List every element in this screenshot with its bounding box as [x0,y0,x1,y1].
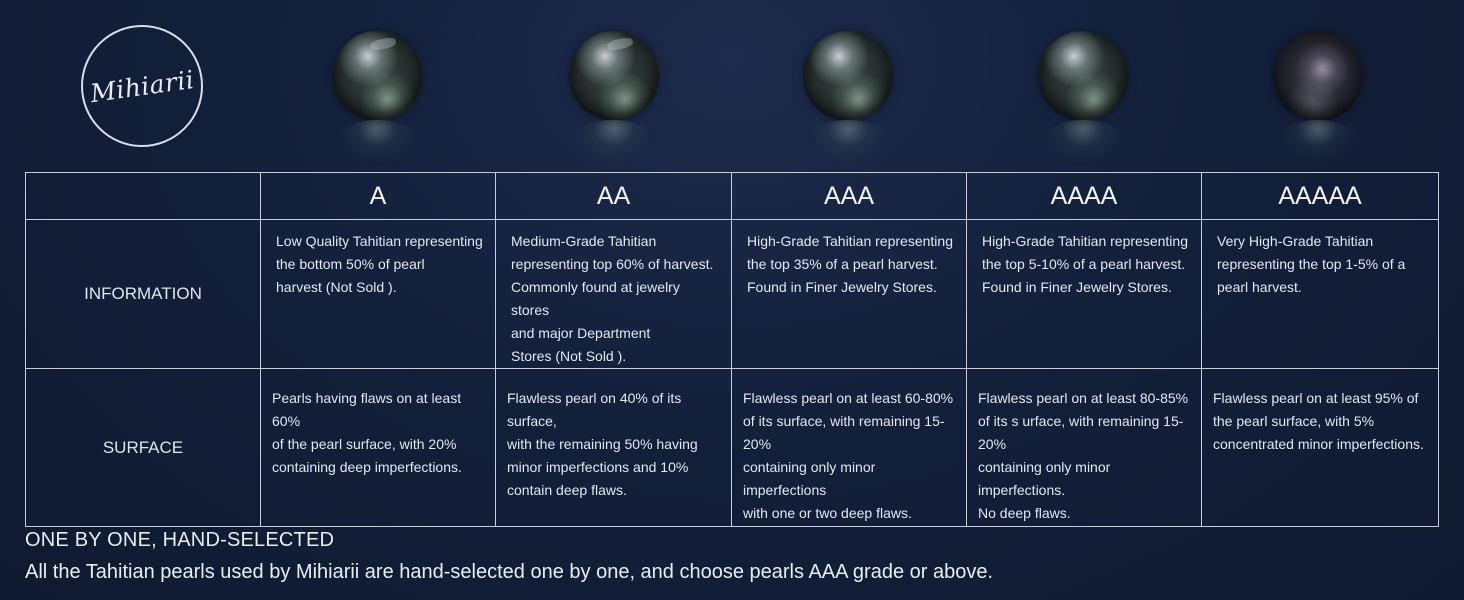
table-cell [496,220,732,369]
table-row-information [26,220,1439,369]
row-label-information: INFORMATION [26,220,261,369]
grade-table [25,172,1439,527]
footer-description: All the Tahitian pearls used by Mihiarii are hand-selected one by one, and choose pearls AAA grade or above. [25,561,994,583]
table-cell [967,369,1202,527]
table-cell [261,220,496,369]
info-text-aaa: High-Grade Tahitian representing the top 35% of a pearl harvest. Found in Finer Jewelry Stores. [747,233,953,295]
pearl-reflection [1277,120,1359,164]
pearl-reflection [1042,120,1124,164]
brand-logo [81,25,203,147]
table-cell [732,369,967,527]
pearl-aaa [801,28,895,164]
table-cell [732,220,967,369]
table-cell [967,220,1202,369]
pearl-reflection [336,120,418,164]
table-header-grade-aaa: AAA [732,173,967,220]
surface-text-a: Pearls having flaws on at least 60% of the pearl surface, with 20% containing deep imperfections. [272,390,462,475]
pearl-aaa-icon [803,31,893,121]
table-cell [496,369,732,527]
pearl-a-icon [332,31,422,121]
pearl-aaaaa-icon [1273,31,1363,121]
table-cell [1202,369,1439,527]
pearl-reflection [807,120,889,164]
surface-text-aa: Flawless pearl on 40% of its surface, with the remaining 50% having minor imperfections and 10% contain deep flaws. [507,390,698,498]
table-header-empty [26,173,261,220]
surface-text-aaaa: Flawless pearl on at least 80-85% of its s urface, with remaining 15-20% containing only minor imperfections. No deep flaws. [978,390,1189,521]
table-header-grade-aaaa: AAAA [967,173,1202,220]
table-cell [1202,220,1439,369]
pearl-aaaa [1036,28,1130,164]
logo-text: Mihiarii [88,64,196,108]
footer-title: ONE BY ONE, HAND-SELECTED [25,529,335,551]
info-text-aaaa: High-Grade Tahitian representing the top 5-10% of a pearl harvest. Found in Finer Jewelry Stores. [982,233,1188,295]
info-text-a: Low Quality Tahitian representing the bottom 50% of pearl harvest (Not Sold ). [276,233,483,295]
table-cell [261,369,496,527]
table-header-row [26,173,1439,220]
surface-text-aaa: Flawless pearl on at least 60-80% of its surface, with remaining 15-20% containing only minor imperfections with one or two deep flaws. [743,390,954,521]
pearl-reflection [573,120,655,164]
pearl-aaaa-icon [1038,31,1128,121]
table-header-grade-aa: AA [496,173,732,220]
info-text-aaaaa: Very High-Grade Tahitian representing the top 1-5% of a pearl harvest. [1217,233,1406,295]
pearl-aa-icon [569,31,659,121]
table-row-surface [26,369,1439,527]
table-header-grade-aaaaa: AAAAA [1202,173,1439,220]
surface-text-aaaaa: Flawless pearl on at least 95% of the pearl surface, with 5% concentrated minor imperfections. [1213,390,1424,452]
pearl-aaaaa [1271,28,1365,164]
row-label-surface: SURFACE [26,369,261,527]
info-text-aa: Medium-Grade Tahitian representing top 60% of harvest. Commonly found at jewelry stores and major Department Stores (Not Sold ). [511,233,714,364]
pearl-a [330,28,424,164]
table-header-grade-a: A [261,173,496,220]
pearl-aa [567,28,661,164]
